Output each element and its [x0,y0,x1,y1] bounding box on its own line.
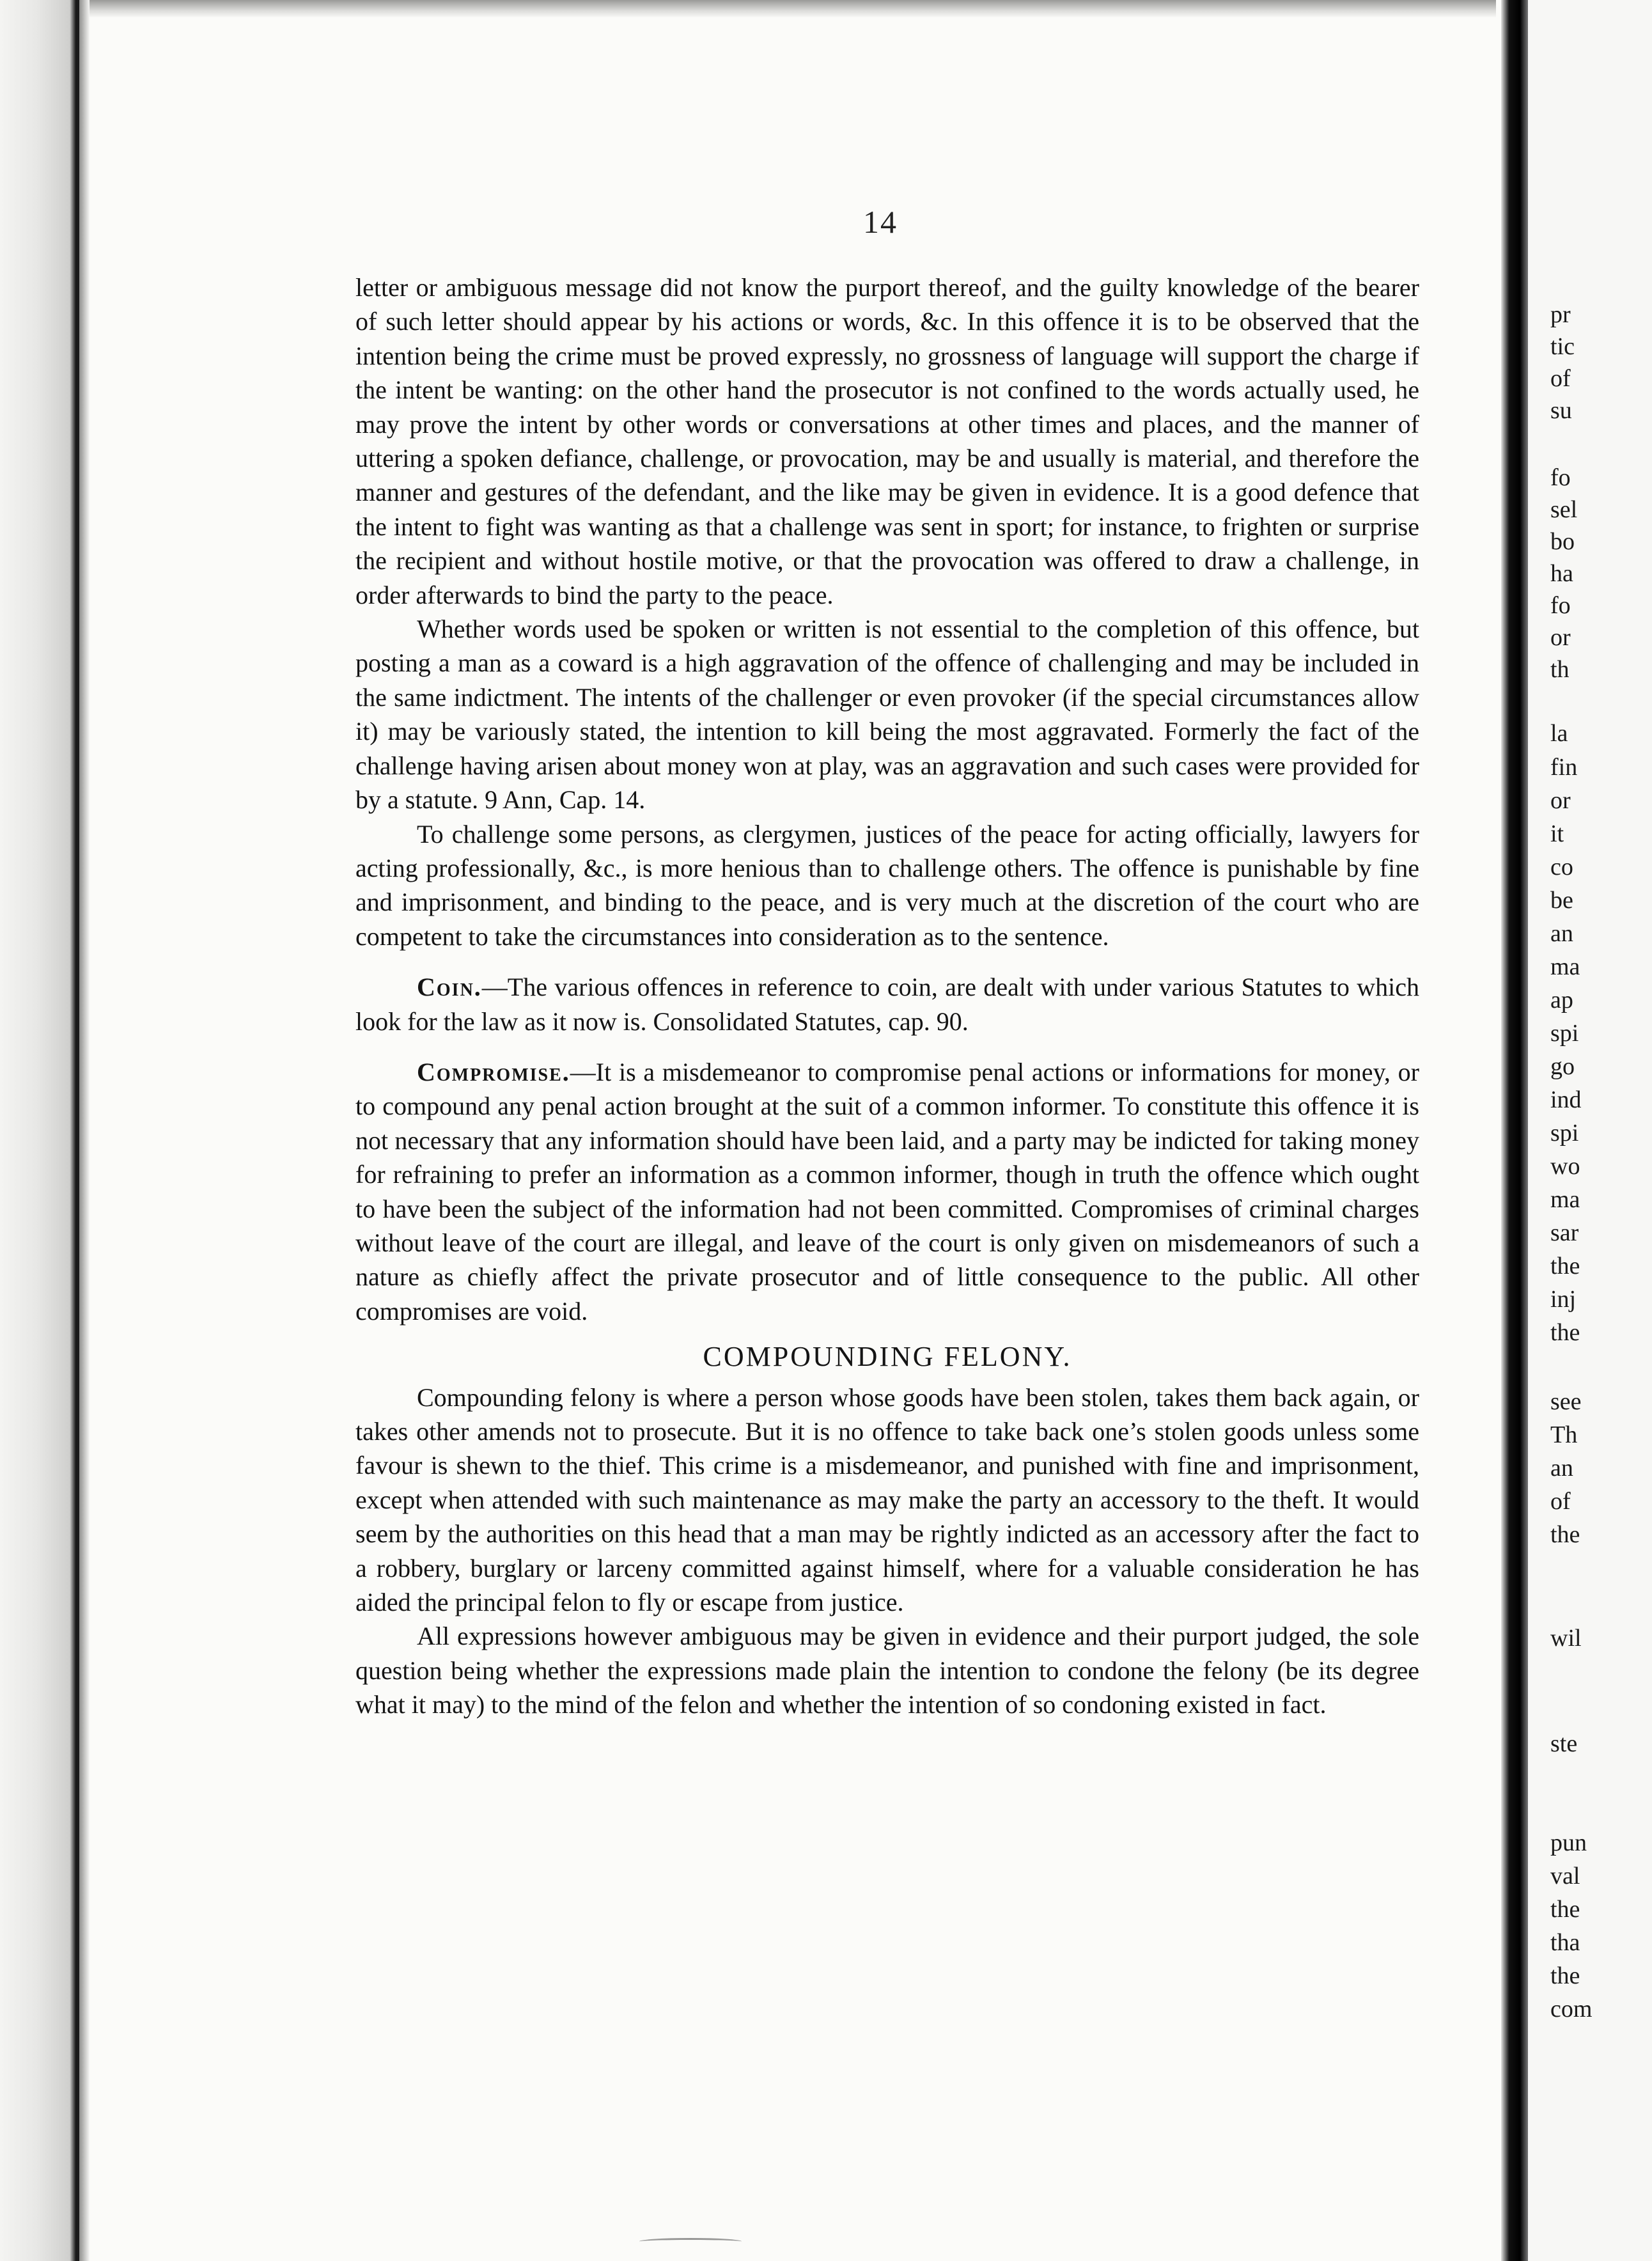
facing-fragment: ma [1550,953,1580,980]
facing-fragment: go [1550,1053,1575,1080]
top-scan-shadow [90,0,1496,18]
facing-fragment: spi [1550,1020,1579,1047]
facing-fragment: fo [1550,592,1571,619]
facing-fragment: wo [1550,1153,1580,1180]
section-heading-compounding-felony: COMPOUNDING FELONY. [703,1341,1072,1373]
paragraph-compounding-felony: Compounding felony is where a person whose goods have been stolen, takes them back again, or takes other amends not to prosecute. But it is no offence to take back one’s stolen goods unless some favour is shewn to the thief. This crime is a misdemeanor, and punished with fine and imprisonment, except when attended with such maintenance as may make the party an accessory to the theft. It would seem by the authorities on this head that a man may be rightly indicted as an accessory after the fact to a robbery, burglary or larceny committed against himself, where for a valuable consideration he has aided the principal felon to fly or escape from justice. [355,1382,1419,1617]
facing-fragment: see [1550,1388,1582,1415]
coin-label: Coin. [417,973,482,1002]
facing-fragment: fin [1550,754,1578,781]
compromise-text: —It is a misdemeanor to compromise penal actions or informations for money, or to compound any penal action brought at the suit of a common informer. To constitute this offence it is not necessary that any information should have been laid, and a party may be indicted for taking money for refraining to prefer an information as a common informer, though in truth the offence which ought to have been the subject of the information had not been committed. Compromises of criminal charges without leave of the court are illegal, and leave of the court is only given on misdemeanors of such a nature as chiefly affect the private prosecutor and of little consequence to the public. All other compromises are void. [355,1057,1419,1326]
page-number: 14 [863,204,898,240]
facing-fragment: of [1550,1488,1571,1515]
paragraph-words-spoken-or-written: Whether words used be spoken or written is not essential to the completion of this offence, but posting a man as a coward is a high aggravation of the offence of challenging and may be included in the same indictment. The intents of the challenger or even provoker (if the special circumstances allow it) may be variously stated, the intention to kill being the most aggravated. Formerly the fact of the challenge having arisen about money won at play, was an aggravation and such cases were provided for by a statute. 9 Ann, Cap. 14. [355,614,1419,815]
facing-fragment: sel [1550,496,1578,523]
facing-fragment: the [1550,1319,1580,1346]
facing-fragment: ma [1550,1186,1580,1213]
facing-fragment: the [1550,1962,1580,1989]
compromise-label: Compromise. [417,1057,570,1086]
facing-fragment: sar [1550,1219,1579,1246]
facing-fragment: an [1550,920,1573,947]
main-text-column [355,270,1419,1722]
paragraph-expressions: All expressions however ambiguous may be given in evidence and their purport judged, the sole question being whether the expressions made plain the intention to condone the felony (be its degree what it may) to the mind of the felon and whether the intention of so condoning existed in fact. [355,1622,1419,1719]
facing-fragment: pun [1550,1829,1587,1856]
paragraph-coin [355,970,1419,1038]
page-gutter [1501,0,1528,2261]
facing-fragment: it [1550,820,1564,847]
facing-fragment: Th [1550,1421,1578,1448]
facing-fragment: co [1550,854,1573,880]
facing-fragment: su [1550,397,1572,424]
facing-fragment: inj [1550,1286,1577,1313]
left-binding-rule [75,0,79,2261]
facing-fragment: pr [1550,301,1571,328]
facing-fragment: the [1550,1896,1580,1923]
facing-fragment: com [1550,1996,1593,2022]
facing-fragment: val [1550,1863,1580,1889]
paragraph-compromise [355,1055,1419,1328]
facing-fragment: be [1550,887,1573,914]
facing-fragment: the [1550,1521,1580,1548]
facing-fragment: the [1550,1253,1580,1279]
facing-fragment: wil [1550,1625,1582,1652]
facing-fragment: tic [1550,333,1575,360]
facing-fragment: la [1550,720,1568,747]
coin-text: —The various offences in reference to coin, are dealt with under various Statutes to which look for the law as it now is. Consolidated Statutes, cap. 90. [355,973,1419,1036]
paragraph-challenge-continued: letter or ambiguous message did not know the purport thereof, and the guilty knowledge of the bearer of such letter should appear by his actions or words, &c. In this offence it is to be observed that the intention being the crime must be proved expressly, no grossness of language will support the charge if the intent be wanting: on the other hand the prosecutor is not confined to the words actually used, he may prove the intent by other words or conversations at other times and places, and the manner of uttering a spoken defiance, challenge, or provocation, may be and usually is material, and therefore the manner and gestures of the defendant, and the like may be given in evidence. It is a good defence that the intent to fight was wanting as that a challenge was sent in sport; for instance, to frighten or surprise the recipient and without hostile motive, or that the provocation was offered to draw a challenge, in order afterwards to bind the party to the peace. [355,273,1419,609]
facing-fragment: ap [1550,987,1573,1013]
facing-fragment: fo [1550,464,1571,491]
facing-page [1528,0,1652,2261]
facing-fragment: ind [1550,1086,1582,1113]
facing-fragment: ha [1550,560,1573,587]
facing-fragment: or [1550,787,1571,814]
facing-fragment: th [1550,656,1570,683]
facing-fragment: ste [1550,1730,1578,1757]
facing-fragment: of [1550,365,1571,392]
paragraph-challenge-persons: To challenge some persons, as clergymen, justices of the peace for acting officially, lawyers for acting professionally, &c., is more henious than to challenge others. The offence is punishable by fine and imprisonment, and binding to the peace, and is very much at the discretion of the court who are competent to take the circumstances into consideration as to the sentence. [355,819,1419,951]
facing-fragment: spi [1550,1120,1579,1146]
bottom-scan-mark [639,2238,742,2245]
facing-fragment: or [1550,624,1571,651]
facing-fragment: an [1550,1455,1573,1482]
facing-fragment: bo [1550,528,1575,555]
facing-fragment: tha [1550,1929,1580,1956]
